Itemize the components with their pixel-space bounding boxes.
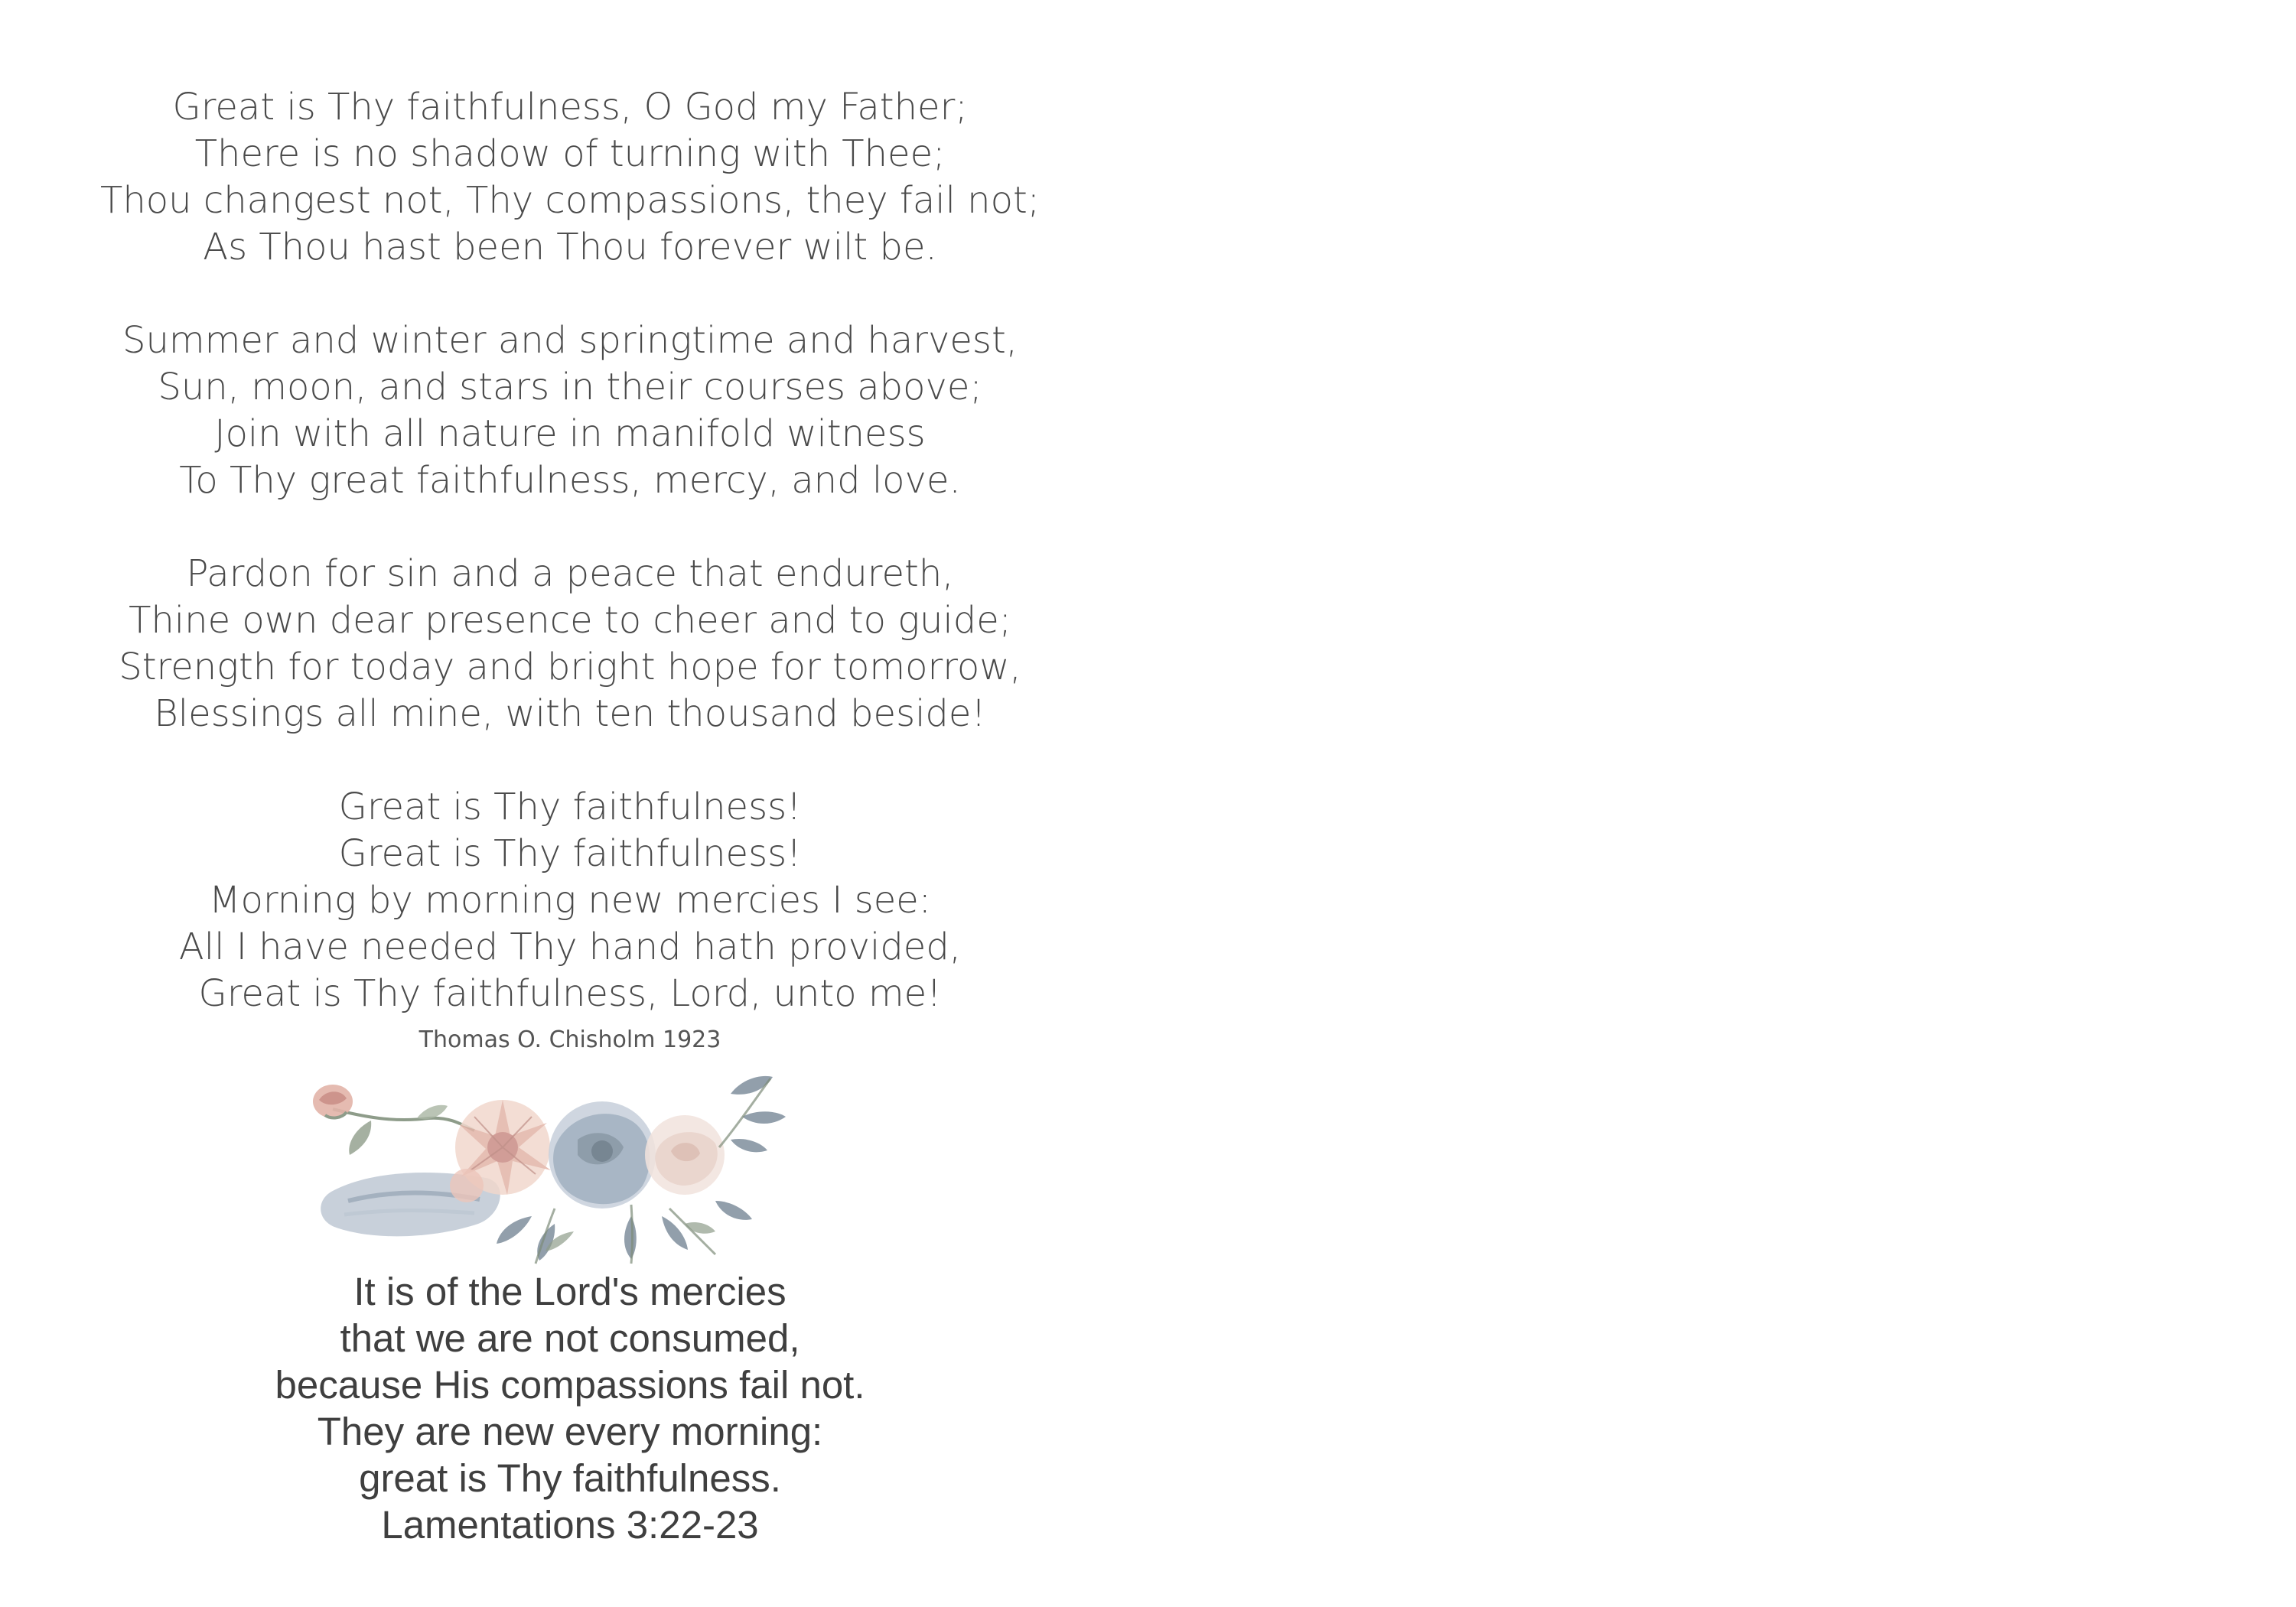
lyric-line: Morning by morning new mercies I see: xyxy=(209,879,931,922)
lyric-line: Summer and winter and springtime and harvest, xyxy=(122,319,1018,362)
verse-line: great is Thy faithfulness. xyxy=(359,1456,781,1500)
verse-line: that we are not consumed, xyxy=(340,1316,800,1360)
verse-reference: Lamentations 3:22-23 xyxy=(381,1503,759,1547)
lyric-line: Blessings all mine, with ten thousand beside! xyxy=(154,692,986,735)
verse-line: because His compassions fail not. xyxy=(275,1363,865,1407)
lyric-line: Great is Thy faithfulness! xyxy=(338,832,802,875)
lyric-line: Join with all nature in manifold witness xyxy=(214,412,926,455)
lyric-line: Strength for today and bright hope for tomorrow, xyxy=(119,646,1021,688)
lyric-line: As Thou hast been Thou forever wilt be. xyxy=(203,226,937,268)
lyric-line: Sun, moon, and stars in their courses above; xyxy=(158,366,982,408)
stanza-3 xyxy=(0,551,1140,737)
lyric-line: All I have needed Thy hand hath provided, xyxy=(178,925,962,968)
chorus xyxy=(0,784,1140,1017)
lyric-line: Great is Thy faithfulness! xyxy=(338,786,802,828)
watercolor-floral-icon xyxy=(302,1063,830,1270)
scripture-verse xyxy=(0,1268,1140,1548)
lyric-line: Thine own dear presence to cheer and to guide; xyxy=(129,599,1011,642)
lyric-line: Pardon for sin and a peace that endureth, xyxy=(186,552,954,595)
stanza-2 xyxy=(0,317,1140,504)
lyric-line: There is no shadow of turning with Thee; xyxy=(194,132,946,175)
hymn-lyrics xyxy=(0,84,1140,1017)
lyric-line: Thou changest not, Thy compassions, they fail not; xyxy=(100,179,1040,222)
lyric-line: Great is Thy faithfulness, O God my Father; xyxy=(172,86,968,128)
verse-line: They are new every morning: xyxy=(317,1410,823,1453)
stanza-1 xyxy=(0,84,1140,271)
lyric-line: To Thy great faithfulness, mercy, and love. xyxy=(179,459,961,502)
hymn-author-credit: Thomas O. Chisholm 1923 xyxy=(418,1026,721,1053)
lyric-line: Great is Thy faithfulness, Lord, unto me! xyxy=(198,972,942,1015)
verse-line: It is of the Lord's mercies xyxy=(353,1270,787,1313)
